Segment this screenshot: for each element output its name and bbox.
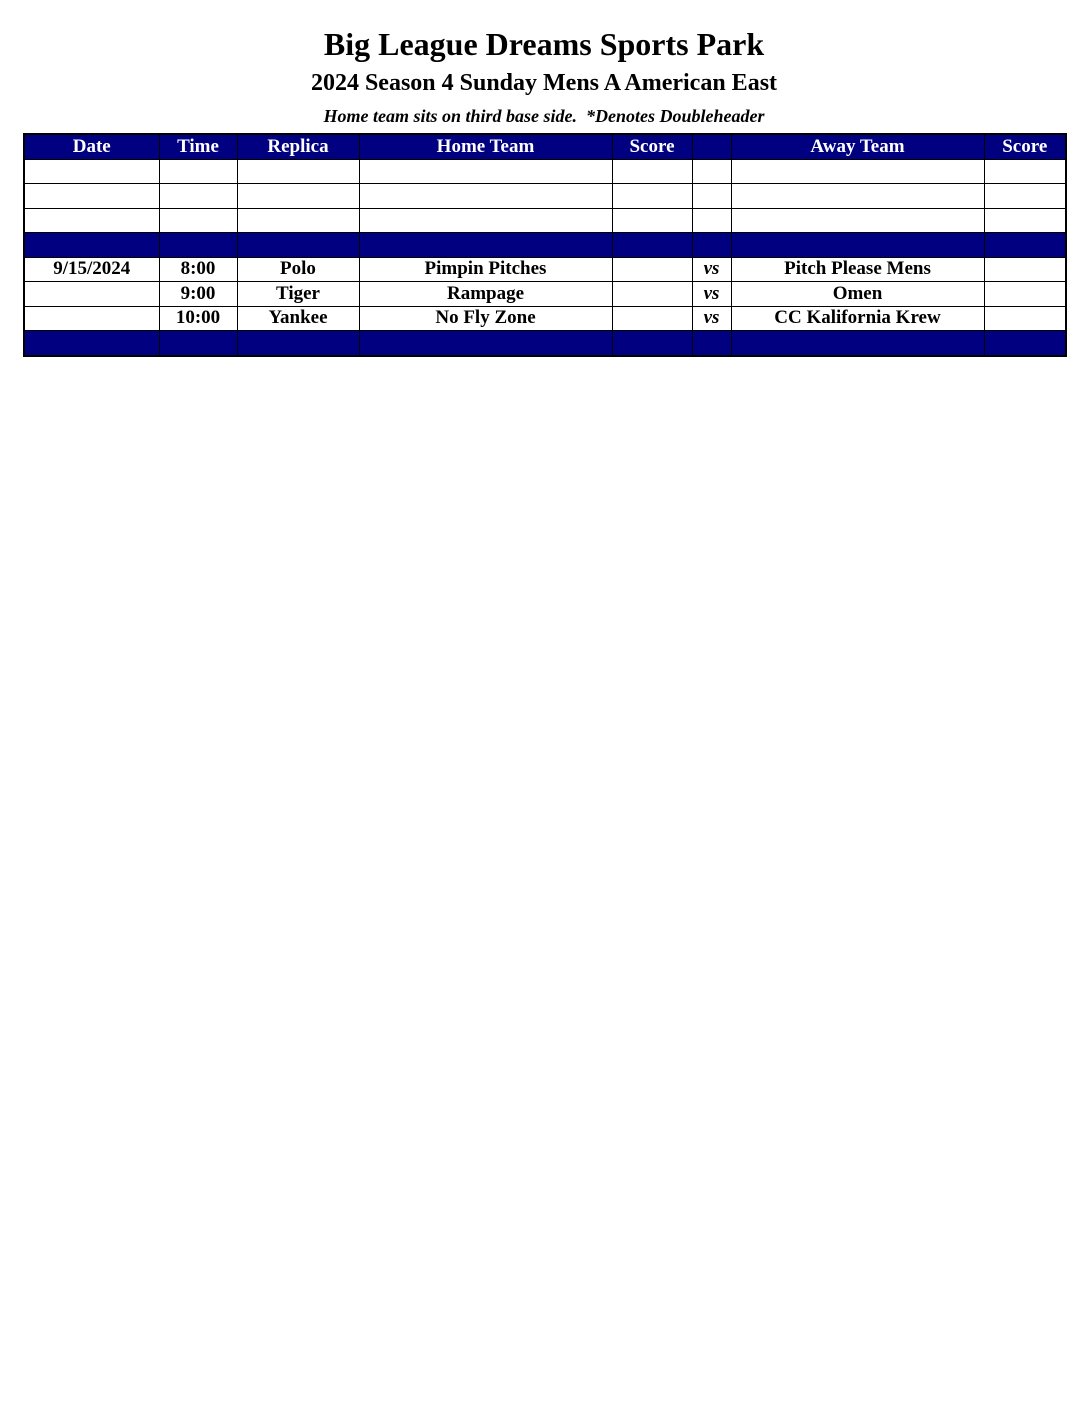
vs-label: vs [692, 257, 731, 282]
empty-cell [159, 184, 237, 209]
game-replica: Polo [237, 257, 359, 282]
header-row [24, 134, 1066, 159]
empty-cell [612, 159, 692, 184]
game-row [24, 257, 1066, 282]
column-header-time: Time [159, 134, 237, 159]
column-header-home-score: Score [612, 134, 692, 159]
game-date [24, 306, 159, 331]
empty-cell [984, 208, 1066, 233]
column-header-away-score: Score [984, 134, 1066, 159]
game-time: 10:00 [159, 306, 237, 331]
column-header-vs [692, 134, 731, 159]
band-cell [359, 233, 612, 258]
home-score [612, 306, 692, 331]
home-score [612, 257, 692, 282]
band-cell [692, 233, 731, 258]
home-team: Rampage [359, 282, 612, 307]
empty-cell [237, 159, 359, 184]
empty-cell [24, 159, 159, 184]
game-replica: Tiger [237, 282, 359, 307]
away-score [984, 306, 1066, 331]
home-team: Pimpin Pitches [359, 257, 612, 282]
band-cell [159, 331, 237, 356]
empty-cell [731, 159, 984, 184]
vs-label: vs [692, 306, 731, 331]
separator-band-row [24, 331, 1066, 356]
empty-cell [984, 184, 1066, 209]
separator-band-row [24, 233, 1066, 258]
empty-cell [692, 208, 731, 233]
game-row [24, 306, 1066, 331]
empty-cell [731, 208, 984, 233]
empty-cell [359, 159, 612, 184]
band-cell [24, 331, 159, 356]
game-time: 9:00 [159, 282, 237, 307]
away-team: CC Kalifornia Krew [731, 306, 984, 331]
empty-cell [159, 208, 237, 233]
empty-cell [692, 159, 731, 184]
empty-row [24, 208, 1066, 233]
home-team: No Fly Zone [359, 306, 612, 331]
empty-cell [692, 184, 731, 209]
band-cell [984, 233, 1066, 258]
band-cell [612, 233, 692, 258]
empty-row [24, 184, 1066, 209]
band-cell [731, 331, 984, 356]
game-replica: Yankee [237, 306, 359, 331]
band-cell [612, 331, 692, 356]
column-header-home-team: Home Team [359, 134, 612, 159]
column-header-date: Date [24, 134, 159, 159]
band-cell [731, 233, 984, 258]
away-team: Omen [731, 282, 984, 307]
game-row [24, 282, 1066, 307]
away-score [984, 257, 1066, 282]
band-cell [237, 331, 359, 356]
home-score [612, 282, 692, 307]
away-score [984, 282, 1066, 307]
band-cell [984, 331, 1066, 356]
empty-cell [237, 184, 359, 209]
column-header-replica: Replica [237, 134, 359, 159]
empty-cell [984, 159, 1066, 184]
vs-label: vs [692, 282, 731, 307]
empty-cell [159, 159, 237, 184]
game-time: 8:00 [159, 257, 237, 282]
schedule-table [23, 133, 1067, 357]
band-cell [692, 331, 731, 356]
empty-cell [612, 208, 692, 233]
band-cell [359, 331, 612, 356]
empty-row [24, 159, 1066, 184]
empty-cell [237, 208, 359, 233]
page-subtitle: 2024 Season 4 Sunday Mens A American East [310, 70, 778, 96]
band-cell [24, 233, 159, 258]
empty-cell [24, 208, 159, 233]
band-cell [237, 233, 359, 258]
empty-cell [359, 208, 612, 233]
game-date: 9/15/2024 [24, 257, 159, 282]
column-header-away-team: Away Team [731, 134, 984, 159]
game-date [24, 282, 159, 307]
empty-cell [612, 184, 692, 209]
schedule-note: Home team sits on third base side. *Denotes Doubleheader [323, 106, 765, 126]
band-cell [159, 233, 237, 258]
empty-cell [731, 184, 984, 209]
empty-cell [24, 184, 159, 209]
page-title: Big League Dreams Sports Park [323, 26, 765, 62]
away-team: Pitch Please Mens [731, 257, 984, 282]
empty-cell [359, 184, 612, 209]
